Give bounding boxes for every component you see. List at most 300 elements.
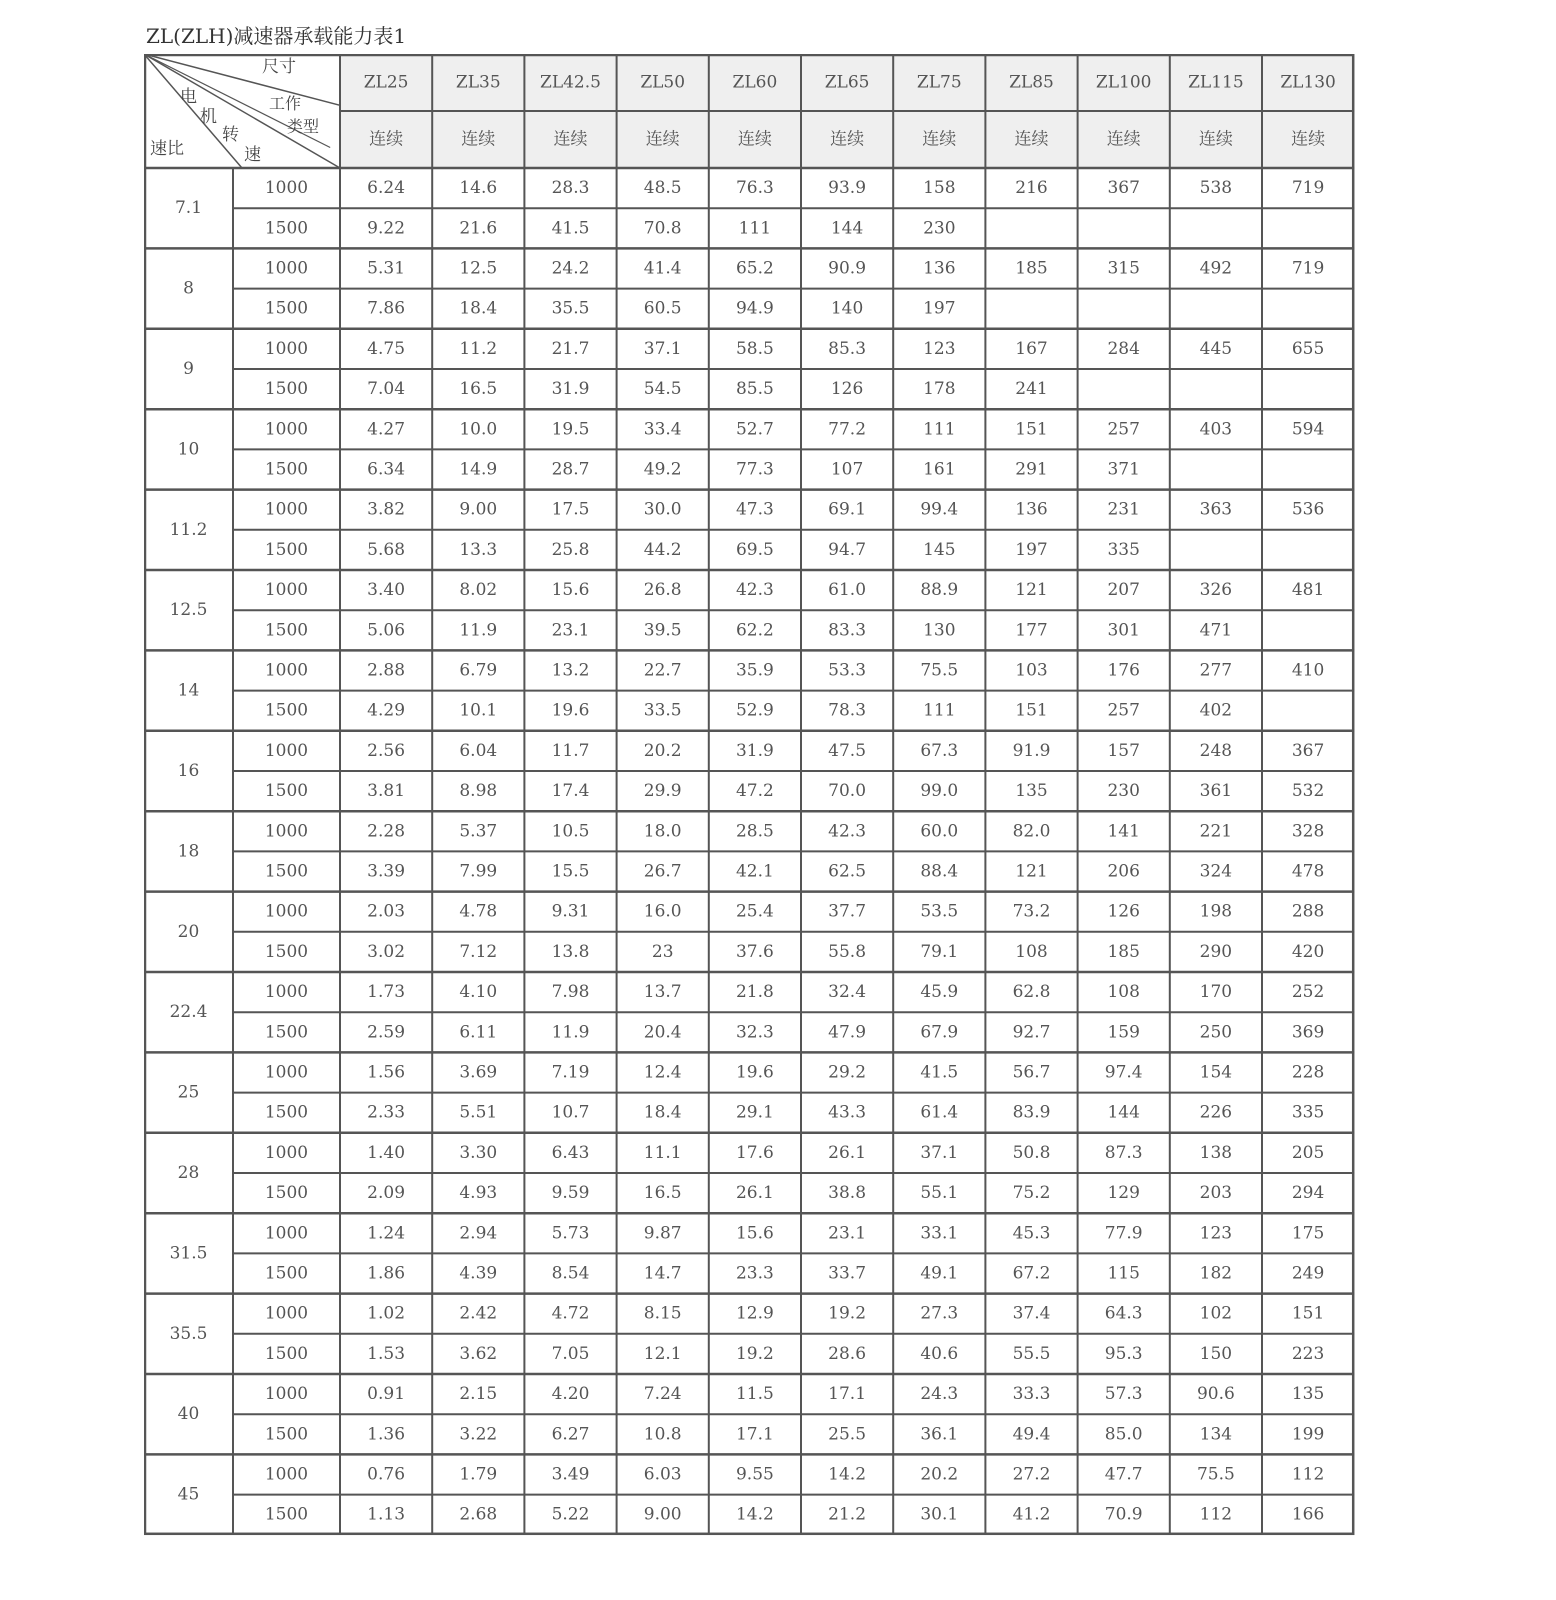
capacity-value-cell: 277	[1199, 660, 1233, 681]
capacity-value-cell: 47.3	[735, 499, 774, 520]
capacity-value-cell: 1.73	[367, 982, 406, 1003]
capacity-value-cell: 7.04	[367, 379, 406, 400]
capacity-value-cell: 170	[1199, 982, 1233, 1003]
capacity-value-cell: 402	[1199, 700, 1233, 721]
capacity-value-cell: 536	[1291, 499, 1325, 520]
capacity-value-cell: 0.76	[367, 1464, 406, 1485]
capacity-value-cell: 47.9	[828, 1022, 867, 1043]
capacity-value-cell: 3.49	[551, 1464, 590, 1485]
rpm-cell: 1000	[264, 258, 309, 279]
capacity-value-cell: 33.3	[1012, 1384, 1051, 1405]
capacity-value-cell: 8.02	[459, 580, 498, 601]
work-type-header: 连续	[737, 129, 772, 150]
capacity-value-cell: 54.5	[643, 379, 682, 400]
capacity-value-cell: 19.2	[735, 1343, 774, 1364]
capacity-value-cell: 24.2	[551, 258, 590, 279]
capacity-value-cell: 445	[1199, 338, 1233, 359]
capacity-value-cell: 6.11	[459, 1022, 498, 1043]
capacity-value-cell: 97.4	[1104, 1062, 1143, 1083]
capacity-value-cell: 335	[1107, 539, 1140, 560]
capacity-value-cell: 4.75	[367, 338, 406, 359]
capacity-value-cell: 10.0	[459, 419, 498, 440]
rpm-cell: 1500	[264, 1102, 309, 1123]
capacity-value-cell: 76.3	[735, 178, 774, 199]
capacity-value-cell: 47.2	[735, 781, 774, 802]
capacity-value-cell: 11.2	[459, 338, 498, 359]
capacity-value-cell: 594	[1291, 419, 1325, 440]
capacity-value-cell: 111	[923, 700, 956, 721]
rpm-cell: 1000	[264, 580, 309, 601]
capacity-value-cell: 87.3	[1104, 1142, 1143, 1163]
capacity-value-cell: 126	[830, 379, 864, 400]
capacity-value-cell: 67.2	[1012, 1263, 1051, 1284]
capacity-value-cell: 369	[1291, 1022, 1325, 1043]
capacity-value-cell: 199	[1291, 1424, 1325, 1445]
capacity-value-cell: 241	[1015, 379, 1048, 400]
capacity-value-cell: 15.6	[551, 580, 590, 601]
capacity-value-cell: 77.2	[828, 419, 867, 440]
capacity-value-cell: 10.5	[551, 821, 590, 842]
capacity-value-cell: 2.56	[367, 740, 406, 761]
capacity-value-cell: 42.1	[735, 861, 774, 882]
rpm-cell: 1000	[264, 1303, 309, 1324]
capacity-value-cell: 26.7	[643, 861, 682, 882]
capacity-value-cell: 94.7	[828, 539, 867, 560]
capacity-value-cell: 20.4	[643, 1022, 682, 1043]
capacity-value-cell: 49.2	[643, 459, 682, 480]
rpm-cell: 1500	[264, 298, 309, 319]
capacity-value-cell: 70.0	[828, 781, 867, 802]
corner-label-size: 尺寸	[262, 57, 296, 77]
capacity-value-cell: 7.12	[459, 941, 498, 962]
capacity-value-cell: 5.06	[367, 620, 406, 641]
capacity-value-cell: 56.7	[1012, 1062, 1051, 1083]
capacity-value-cell: 328	[1291, 821, 1325, 842]
work-type-header: 连续	[461, 129, 496, 150]
work-type-header: 连续	[1291, 129, 1326, 150]
capacity-value-cell: 230	[923, 218, 956, 239]
rpm-cell: 1500	[264, 1263, 309, 1284]
capacity-value-cell: 47.5	[828, 740, 867, 761]
capacity-value-cell: 1.86	[367, 1263, 406, 1284]
work-type-header: 连续	[922, 129, 957, 150]
capacity-value-cell: 9.00	[459, 499, 498, 520]
capacity-value-cell: 129	[1107, 1183, 1140, 1204]
capacity-value-cell: 75.5	[920, 660, 959, 681]
capacity-value-cell: 55.5	[1012, 1343, 1051, 1364]
capacity-value-cell: 8.54	[551, 1263, 590, 1284]
capacity-value-cell: 99.0	[920, 781, 959, 802]
capacity-value-cell: 18.4	[459, 298, 498, 319]
rpm-cell: 1000	[264, 1223, 309, 1244]
rpm-cell: 1500	[264, 379, 309, 400]
capacity-value-cell: 136	[923, 258, 956, 279]
capacity-value-cell: 2.59	[367, 1022, 406, 1043]
capacity-value-cell: 6.34	[367, 459, 406, 480]
capacity-value-cell: 138	[1199, 1142, 1233, 1163]
capacity-value-cell: 203	[1199, 1183, 1233, 1204]
capacity-value-cell: 478	[1291, 861, 1325, 882]
capacity-value-cell: 2.42	[459, 1303, 498, 1324]
capacity-value-cell: 130	[923, 620, 956, 641]
capacity-value-cell: 4.20	[551, 1384, 590, 1405]
rpm-cell: 1000	[264, 740, 309, 761]
capacity-value-cell: 182	[1199, 1263, 1233, 1284]
capacity-value-cell: 25.4	[735, 901, 774, 922]
corner-label-ratio: 速比	[150, 139, 184, 159]
capacity-value-cell: 166	[1291, 1504, 1325, 1525]
capacity-value-cell: 9.31	[551, 901, 590, 922]
capacity-value-cell: 1.02	[367, 1303, 406, 1324]
model-header: ZL85	[1009, 72, 1054, 93]
capacity-value-cell: 77.9	[1104, 1223, 1143, 1244]
capacity-value-cell: 16.5	[643, 1183, 682, 1204]
capacity-value-cell: 22.7	[643, 660, 682, 681]
capacity-value-cell: 6.79	[459, 660, 498, 681]
capacity-value-cell: 151	[1015, 700, 1048, 721]
ratio-cell: 40	[177, 1404, 200, 1425]
rpm-cell: 1000	[264, 338, 309, 359]
corner-label-type: 类型	[287, 117, 320, 136]
capacity-value-cell: 37.4	[1012, 1303, 1051, 1324]
capacity-value-cell: 291	[1015, 459, 1048, 480]
capacity-value-cell: 49.4	[1012, 1424, 1051, 1445]
capacity-value-cell: 532	[1291, 781, 1325, 802]
capacity-value-cell: 93.9	[828, 178, 867, 199]
capacity-value-cell: 16.5	[459, 379, 498, 400]
capacity-value-cell: 28.3	[551, 178, 590, 199]
capacity-value-cell: 4.78	[459, 901, 498, 922]
capacity-value-cell: 6.03	[643, 1464, 682, 1485]
capacity-value-cell: 719	[1291, 258, 1325, 279]
capacity-value-cell: 363	[1199, 499, 1233, 520]
capacity-value-cell: 6.27	[551, 1424, 590, 1445]
capacity-value-cell: 410	[1291, 660, 1325, 681]
capacity-value-cell: 655	[1291, 338, 1325, 359]
capacity-value-cell: 70.8	[643, 218, 682, 239]
capacity-value-cell: 40.6	[920, 1343, 959, 1364]
capacity-value-cell: 335	[1291, 1102, 1325, 1123]
capacity-value-cell: 92.7	[1012, 1022, 1051, 1043]
capacity-value-cell: 361	[1199, 781, 1233, 802]
capacity-table-wrapper	[144, 54, 1364, 1548]
capacity-value-cell: 85.5	[735, 379, 774, 400]
capacity-value-cell: 145	[923, 539, 956, 560]
capacity-value-cell: 144	[1107, 1102, 1140, 1123]
capacity-value-cell: 4.27	[367, 419, 406, 440]
capacity-value-cell: 15.6	[735, 1223, 774, 1244]
capacity-value-cell: 82.0	[1012, 821, 1051, 842]
capacity-value-cell: 226	[1199, 1102, 1233, 1123]
capacity-value-cell: 249	[1291, 1263, 1325, 1284]
page-title: ZL(ZLH)减速器承载能力表1	[146, 24, 407, 48]
capacity-value-cell: 3.62	[459, 1343, 498, 1364]
capacity-value-cell: 17.1	[828, 1384, 867, 1405]
capacity-value-cell: 9.22	[367, 218, 406, 239]
capacity-value-cell: 471	[1199, 620, 1233, 641]
capacity-value-cell: 20.2	[920, 1464, 959, 1485]
capacity-value-cell: 3.02	[367, 941, 406, 962]
rpm-cell: 1500	[264, 861, 309, 882]
capacity-value-cell: 75.5	[1196, 1464, 1235, 1485]
capacity-value-cell: 13.2	[551, 660, 590, 681]
capacity-value-cell: 326	[1199, 580, 1233, 601]
capacity-value-cell: 5.22	[551, 1504, 590, 1525]
capacity-value-cell: 9.55	[735, 1464, 774, 1485]
capacity-value-cell: 11.9	[459, 620, 498, 641]
capacity-value-cell: 28.6	[828, 1343, 867, 1364]
model-header: ZL115	[1188, 72, 1244, 93]
ratio-cell: 16	[177, 761, 200, 781]
capacity-value-cell: 2.88	[367, 660, 406, 681]
capacity-value-cell: 12.5	[459, 258, 498, 279]
ratio-cell: 28	[177, 1163, 200, 1183]
capacity-value-cell: 6.43	[551, 1142, 590, 1163]
capacity-value-cell: 257	[1107, 419, 1140, 440]
capacity-value-cell: 95.3	[1104, 1343, 1143, 1364]
capacity-value-cell: 197	[1015, 539, 1048, 560]
capacity-value-cell: 28.7	[551, 459, 590, 480]
capacity-value-cell: 35.5	[551, 298, 590, 319]
model-header: ZL100	[1095, 72, 1152, 93]
capacity-value-cell: 49.1	[920, 1263, 959, 1284]
capacity-value-cell: 134	[1199, 1424, 1233, 1445]
capacity-value-cell: 41.5	[920, 1062, 959, 1083]
capacity-value-cell: 37.1	[920, 1142, 959, 1163]
capacity-value-cell: 111	[738, 218, 772, 239]
capacity-value-cell: 107	[830, 459, 864, 480]
model-header: ZL60	[732, 72, 778, 93]
capacity-value-cell: 77.3	[735, 459, 774, 480]
capacity-value-cell: 61.4	[920, 1102, 959, 1123]
capacity-value-cell: 43.3	[828, 1102, 867, 1123]
capacity-value-cell: 150	[1199, 1343, 1233, 1364]
capacity-value-cell: 5.68	[367, 539, 406, 560]
capacity-value-cell: 62.2	[735, 620, 774, 641]
capacity-value-cell: 5.31	[367, 258, 406, 279]
capacity-value-cell: 37.6	[735, 941, 774, 962]
capacity-value-cell: 371	[1107, 459, 1140, 480]
capacity-value-cell: 78.3	[828, 700, 867, 721]
capacity-value-cell: 231	[1107, 499, 1140, 520]
capacity-value-cell: 12.1	[643, 1343, 682, 1364]
capacity-value-cell: 52.7	[735, 419, 774, 440]
capacity-value-cell: 4.72	[551, 1303, 590, 1324]
capacity-value-cell: 5.73	[551, 1223, 590, 1244]
capacity-value-cell: 23.3	[735, 1263, 774, 1284]
capacity-value-cell: 9.00	[643, 1504, 682, 1525]
capacity-value-cell: 1.13	[367, 1504, 406, 1525]
capacity-value-cell: 50.8	[1012, 1142, 1051, 1163]
capacity-value-cell: 492	[1199, 258, 1233, 279]
capacity-value-cell: 367	[1107, 178, 1140, 199]
capacity-value-cell: 121	[1015, 861, 1048, 882]
capacity-value-cell: 111	[923, 419, 956, 440]
capacity-value-cell: 30.0	[643, 499, 682, 520]
capacity-value-cell: 2.15	[459, 1384, 498, 1405]
capacity-value-cell: 324	[1199, 861, 1233, 882]
capacity-value-cell: 140	[830, 298, 864, 319]
capacity-value-cell: 3.22	[459, 1424, 498, 1445]
corner-label-machine: 机	[200, 107, 217, 127]
capacity-value-cell: 4.29	[367, 700, 406, 721]
model-header: ZL35	[455, 72, 501, 93]
capacity-value-cell: 67.3	[920, 740, 959, 761]
capacity-value-cell: 141	[1107, 821, 1140, 842]
work-type-header: 连续	[1198, 129, 1233, 150]
capacity-value-cell: 3.82	[367, 499, 406, 520]
capacity-value-cell: 112	[1291, 1464, 1325, 1485]
capacity-value-cell: 2.09	[367, 1183, 406, 1204]
capacity-value-cell: 13.8	[551, 941, 590, 962]
capacity-value-cell: 205	[1291, 1142, 1325, 1163]
capacity-value-cell: 26.8	[643, 580, 682, 601]
rpm-cell: 1500	[264, 218, 309, 239]
capacity-value-cell: 1.24	[367, 1223, 406, 1244]
capacity-value-cell: 151	[1015, 419, 1048, 440]
capacity-value-cell: 55.1	[920, 1183, 959, 1204]
capacity-value-cell: 7.86	[367, 298, 406, 319]
corner-label-speed: 速	[244, 145, 261, 165]
capacity-value-cell: 126	[1107, 901, 1140, 922]
capacity-value-cell: 198	[1199, 901, 1233, 922]
capacity-value-cell: 28.5	[735, 821, 774, 842]
capacity-value-cell: 115	[1107, 1263, 1140, 1284]
model-header: ZL75	[916, 72, 962, 93]
capacity-value-cell: 11.7	[551, 740, 590, 761]
capacity-value-cell: 257	[1107, 700, 1140, 721]
capacity-value-cell: 176	[1107, 660, 1140, 681]
ratio-cell: 22.4	[169, 1002, 208, 1023]
capacity-value-cell: 0.91	[367, 1384, 406, 1405]
capacity-value-cell: 3.40	[367, 580, 406, 601]
ratio-cell: 35.5	[169, 1323, 208, 1344]
capacity-value-cell: 367	[1291, 740, 1325, 761]
ratio-cell: 18	[177, 841, 200, 862]
capacity-value-cell: 288	[1291, 901, 1325, 922]
capacity-value-cell: 99.4	[920, 499, 959, 520]
capacity-value-cell: 135	[1291, 1384, 1325, 1405]
capacity-value-cell: 73.2	[1012, 901, 1051, 922]
rpm-cell: 1000	[264, 1464, 309, 1485]
capacity-value-cell: 5.51	[459, 1102, 498, 1123]
capacity-value-cell: 90.6	[1196, 1384, 1235, 1405]
capacity-value-cell: 19.6	[551, 700, 590, 721]
capacity-value-cell: 3.81	[367, 781, 406, 802]
capacity-value-cell: 157	[1107, 740, 1140, 761]
corner-label-rotate: 转	[222, 125, 239, 145]
capacity-value-cell: 2.03	[367, 901, 406, 922]
rpm-cell: 1500	[264, 620, 309, 641]
capacity-value-cell: 53.5	[920, 901, 959, 922]
work-type-header: 连续	[1014, 129, 1049, 150]
capacity-value-cell: 42.3	[735, 580, 774, 601]
capacity-value-cell: 29.1	[735, 1102, 774, 1123]
capacity-value-cell: 27.2	[1012, 1464, 1051, 1485]
model-header: ZL25	[363, 72, 409, 93]
capacity-value-cell: 10.7	[551, 1102, 590, 1123]
capacity-value-cell: 11.1	[643, 1142, 682, 1163]
capacity-value-cell: 11.9	[551, 1022, 590, 1043]
capacity-value-cell: 64.3	[1104, 1303, 1143, 1324]
capacity-value-cell: 175	[1291, 1223, 1325, 1244]
capacity-value-cell: 230	[1107, 781, 1140, 802]
capacity-value-cell: 158	[923, 178, 956, 199]
capacity-value-cell: 7.99	[459, 861, 498, 882]
capacity-value-cell: 123	[923, 338, 956, 359]
capacity-value-cell: 136	[1015, 499, 1048, 520]
capacity-value-cell: 65.2	[735, 258, 774, 279]
capacity-value-cell: 61.0	[828, 580, 867, 601]
capacity-value-cell: 161	[923, 459, 956, 480]
capacity-value-cell: 21.2	[828, 1504, 867, 1525]
rpm-cell: 1500	[264, 539, 309, 560]
capacity-value-cell: 18.4	[643, 1102, 682, 1123]
capacity-value-cell: 18.0	[643, 821, 682, 842]
capacity-value-cell: 35.9	[735, 660, 774, 681]
capacity-value-cell: 32.4	[828, 982, 867, 1003]
model-header: ZL65	[824, 72, 870, 93]
capacity-value-cell: 67.9	[920, 1022, 959, 1043]
model-header: ZL42.5	[540, 72, 601, 93]
ratio-cell: 20	[177, 921, 200, 942]
capacity-value-cell: 41.5	[551, 218, 590, 239]
capacity-value-cell: 88.9	[920, 580, 959, 601]
capacity-value-cell: 20.2	[643, 740, 682, 761]
capacity-value-cell: 26.1	[735, 1183, 774, 1204]
ratio-cell: 45	[177, 1484, 200, 1505]
capacity-value-cell: 3.69	[459, 1062, 498, 1083]
capacity-value-cell: 2.94	[459, 1223, 498, 1244]
capacity-value-cell: 17.4	[551, 781, 590, 802]
capacity-value-cell: 83.3	[828, 620, 867, 641]
capacity-value-cell: 151	[1291, 1303, 1325, 1324]
capacity-value-cell: 12.4	[643, 1062, 682, 1083]
capacity-value-cell: 108	[1107, 982, 1140, 1003]
capacity-value-cell: 538	[1199, 178, 1233, 199]
capacity-value-cell: 481	[1291, 580, 1325, 601]
ratio-cell: 7.1	[174, 198, 203, 219]
capacity-value-cell: 29.2	[828, 1062, 867, 1083]
capacity-value-cell: 154	[1199, 1062, 1233, 1083]
capacity-value-cell: 33.4	[643, 419, 682, 440]
capacity-value-cell: 123	[1199, 1223, 1233, 1244]
capacity-value-cell: 4.10	[459, 982, 498, 1003]
rpm-cell: 1500	[264, 459, 309, 480]
capacity-value-cell: 167	[1015, 338, 1048, 359]
capacity-value-cell: 290	[1199, 941, 1233, 962]
ratio-cell: 10	[177, 439, 200, 460]
capacity-value-cell: 7.98	[551, 982, 590, 1003]
capacity-value-cell: 301	[1107, 620, 1140, 641]
capacity-value-cell: 144	[830, 218, 864, 239]
capacity-value-cell: 39.5	[643, 620, 682, 641]
capacity-value-cell: 14.2	[735, 1504, 774, 1525]
capacity-value-cell: 83.9	[1012, 1102, 1051, 1123]
corner-label-work: 工作	[269, 94, 302, 113]
capacity-value-cell: 27.3	[920, 1303, 959, 1324]
capacity-value-cell: 178	[923, 379, 956, 400]
capacity-value-cell: 1.40	[367, 1142, 406, 1163]
capacity-value-cell: 185	[1015, 258, 1048, 279]
capacity-value-cell: 315	[1107, 258, 1140, 279]
capacity-value-cell: 31.9	[551, 379, 590, 400]
capacity-value-cell: 7.19	[551, 1062, 590, 1083]
capacity-value-cell: 197	[923, 298, 956, 319]
work-type-header: 连续	[553, 129, 588, 150]
capacity-value-cell: 57.3	[1104, 1384, 1143, 1405]
capacity-value-cell: 3.39	[367, 861, 406, 882]
